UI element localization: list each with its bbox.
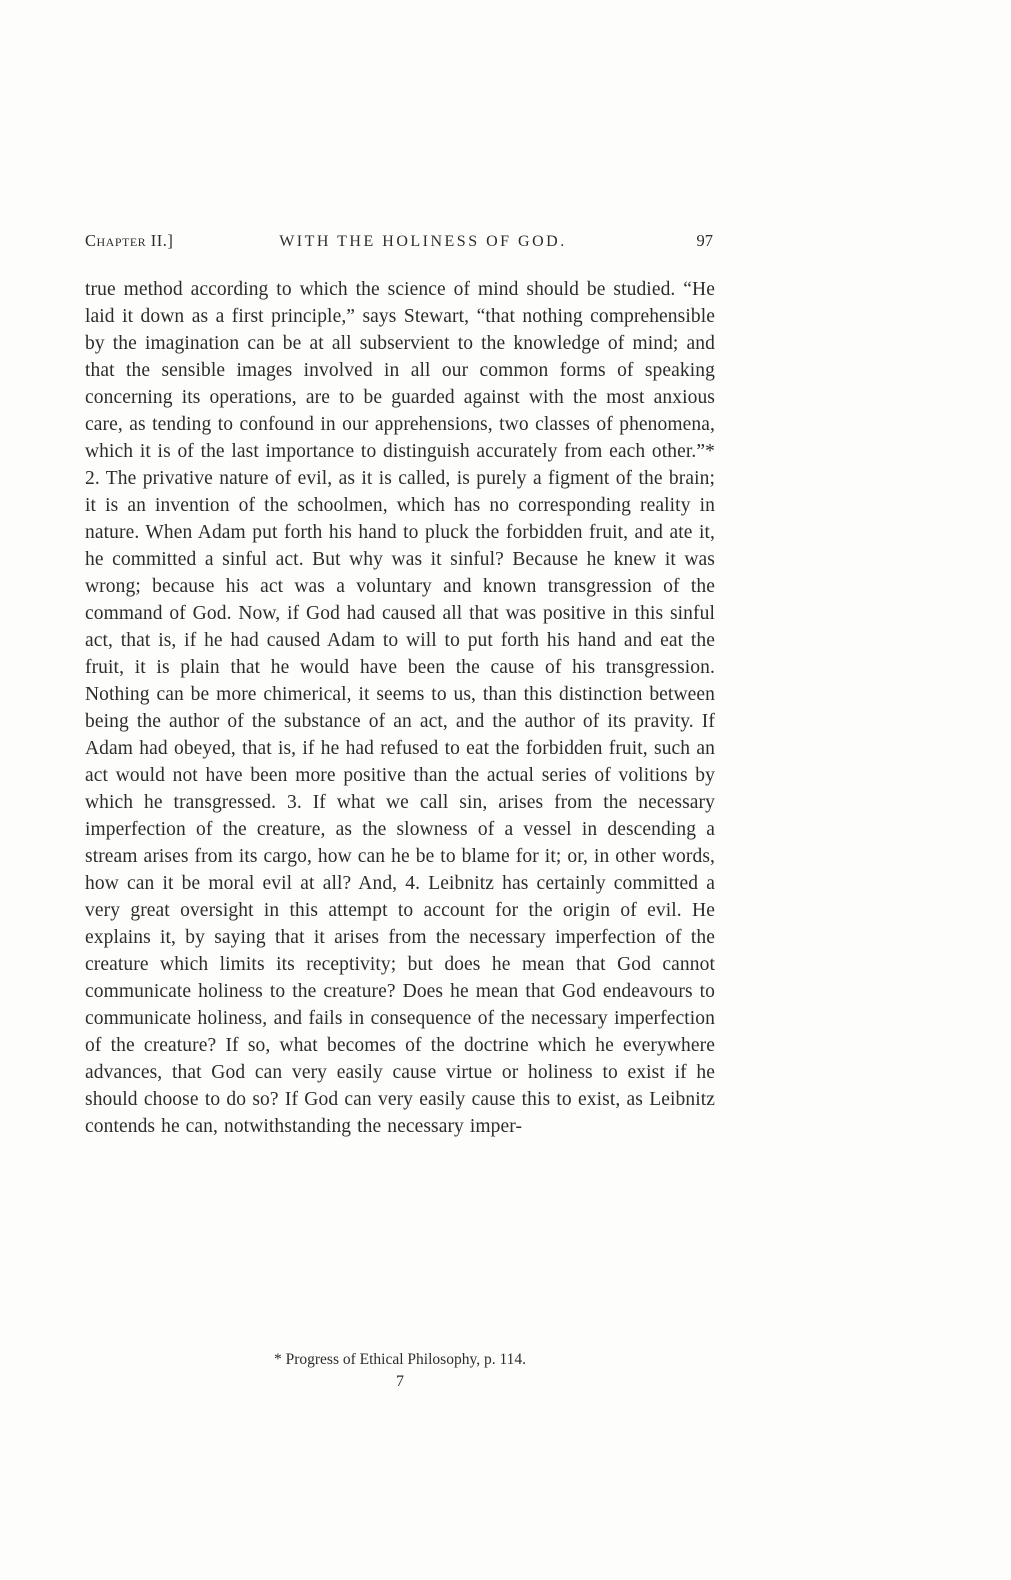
body-text-paragraph: true method according to which the science of mind should be studied. “He laid it down as a first principle,” says Stewart, “that nothing comprehensible by the imagination can be at all subservient to the knowledge of mind; and that the sensible images involved in all our common forms of speaking concerning its operations, are to be guarded against with the most anxious care, as tending to confound in our apprehensions, two classes of phenomena, which it is of the last importance to distinguish accurately from each other.”* 2. The privative nature of evil, as it is called, is purely a figment of the brain; it is an invention of the schoolmen, which has no corresponding reality in nature. When Adam put forth his hand to pluck the forbidden fruit, and ate it, he committed a sinful act. But why was it sinful? Because he knew it was wrong; because his act was a voluntary and known transgression of the command of God. Now, if God had caused all that was positive in this sinful act, that is, if he had caused Adam to will to put forth his hand and eat the fruit, it is plain that he would have been the cause of his transgression. Nothing can be more chimerical, it seems to us, than this distinction between being the author of the substance of an act, and the author of its pravity. If Adam had obeyed, that is, if he had refused to eat the forbidden fruit, such an act would not have been more positive than the actual series of volitions by which he transgressed. 3. If what we call sin, arises from the necessary imperfection of the creature, as the slowness of a vessel in descending a stream arises from its cargo, how can he be to blame for it; or, in other words, how can it be moral evil at all? And, 4. Leibnitz has certainly committed a very great oversight in this attempt to account for the origin of evil. He explains it, by saying that it arises from the necessary imperfection of the creature which limits its receptivity; but does he mean that God cannot communicate holiness to the creature? Does he mean that God endeavours to communicate holiness, and fails in consequence of the necessary imperfection of the creature? If so, what becomes of the doctrine which he everywhere advances, that God can very easily cause virtue or holiness to exist if he should choose to do so? If God can very easily cause this to exist, as Leibnitz contends he can, notwithstanding the necessary imper-	[85, 279, 715, 1137]
running-title: WITH THE HOLINESS OF GOD.	[279, 233, 567, 250]
signature-mark: 7	[396, 1373, 404, 1390]
chapter-label: Chapter II.]	[85, 231, 174, 250]
page-number: 97	[696, 231, 713, 250]
page-header	[85, 231, 713, 251]
footnote: * Progress of Ethical Philosophy, p. 114.	[273, 1351, 526, 1368]
